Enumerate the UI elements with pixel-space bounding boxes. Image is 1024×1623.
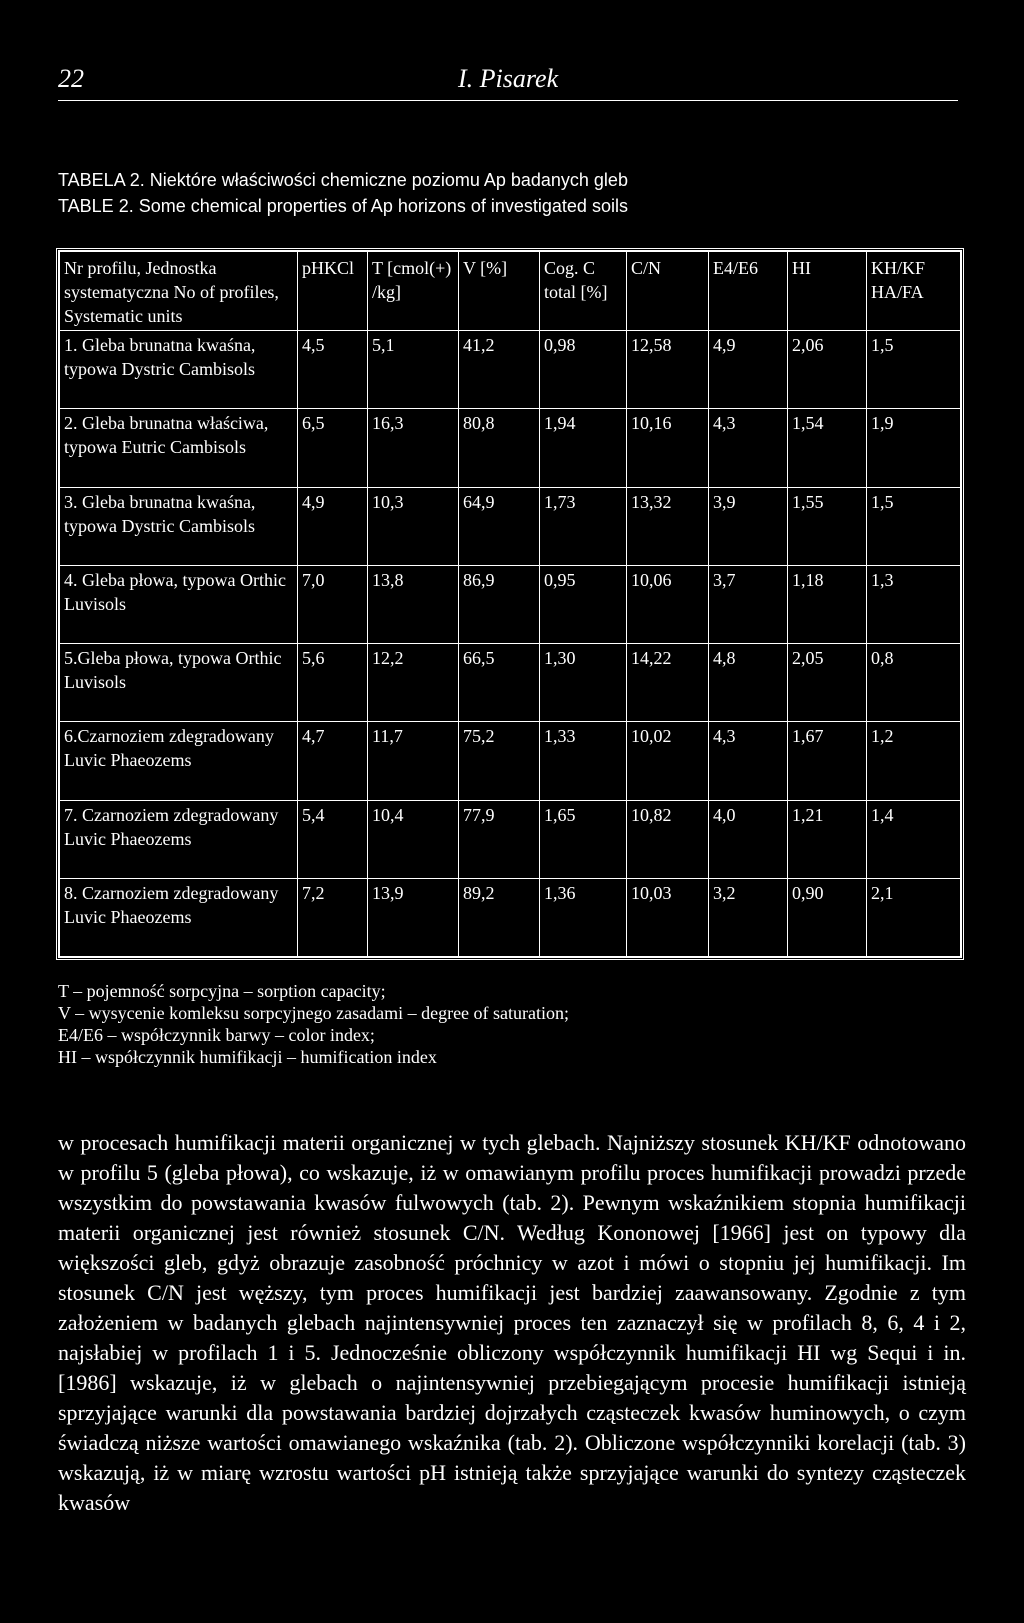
cell-e4e6: 3,2 [709,878,788,956]
cell-cn: 10,16 [627,409,709,487]
cell-ph: 6,5 [298,409,368,487]
cell-t: 10,4 [368,800,459,878]
cell-cn: 14,22 [627,644,709,722]
cell-khkf: 0,8 [867,644,961,722]
cell-soil-unit: 3. Gleba brunatna kwaśna, typowa Dystric Cambisols [60,487,298,565]
cell-c: 1,36 [540,878,627,956]
cell-hi: 2,06 [788,331,867,409]
column-header: pHKCl [298,252,368,331]
cell-v: 77,9 [459,800,540,878]
table-header-row [60,252,961,331]
cell-khkf: 1,2 [867,722,961,800]
cell-khkf: 1,5 [867,487,961,565]
table-row [60,331,961,409]
table-notes [58,980,569,1068]
cell-v: 86,9 [459,565,540,643]
page-number: 22 [58,64,84,93]
table-body [60,331,961,957]
cell-v: 80,8 [459,409,540,487]
cell-ph: 4,7 [298,722,368,800]
table-row [60,644,961,722]
column-header: HI [788,252,867,331]
cell-e4e6: 4,9 [709,331,788,409]
cell-c: 1,73 [540,487,627,565]
column-header: Nr profilu, Jednostka systematyczna No of profiles, Systematic units [60,252,298,331]
cell-hi: 1,67 [788,722,867,800]
cell-soil-unit: 8. Czarnoziem zdegradowany Luvic Phaeozems [60,878,298,956]
table-caption-polish: TABELA 2. Niektóre właściwości chemiczne poziomu Ap badanych gleb [58,170,628,190]
body-text [58,1128,966,1518]
column-header: KH/KF HA/FA [867,252,961,331]
note-hi: HI – współczynnik humifikacji – humification index [58,1047,437,1067]
cell-t: 13,8 [368,565,459,643]
cell-ph: 4,9 [298,487,368,565]
cell-v: 66,5 [459,644,540,722]
cell-khkf: 1,9 [867,409,961,487]
cell-hi: 1,54 [788,409,867,487]
cell-v: 41,2 [459,331,540,409]
cell-c: 0,95 [540,565,627,643]
cell-cn: 10,03 [627,878,709,956]
cell-cn: 12,58 [627,331,709,409]
cell-cn: 10,82 [627,800,709,878]
cell-hi: 1,18 [788,565,867,643]
cell-ph: 7,0 [298,565,368,643]
cell-e4e6: 4,8 [709,644,788,722]
column-header: V [%] [459,252,540,331]
column-header: C/N [627,252,709,331]
cell-hi: 1,55 [788,487,867,565]
cell-e4e6: 4,3 [709,409,788,487]
body-paragraph: w procesach humifikacji materii organicznej w tych glebach. Najniższy stosunek KH/KF odnotowano w profilu 5 (gleba płowa), co wskazuje, iż w omawianym profilu proces humifikacji prowadzi przede wszystkim do powstawania kwasów fulwowych (tab. 2). Pewnym wskaźnikiem stopnia humifikacji materii organicznej jest również stosunek C/N. Według Kononowej [1966] jest on typowy dla większości gleb, gdyż obrazuje zasobność próchnicy w azot i mówi o stopniu jej humifikacji. Im stosunek C/N jest węższy, tym proces humifikacji jest bardziej zaawansowany. Zgodnie z tym założeniem w badanych glebach najintensywniej proces ten zaznaczył się w profilach 8, 6, 4 i 2, najsłabiej w profilach 1 i 5. Jednocześnie obliczony współczynnik humifikacji HI wg Sequi i in. [1986] wskazuje, iż w glebach o najintensywniej przebiegającym procesie humifikacji istnieją sprzyjające warunki dla powstawania bardziej dojrzałych cząsteczek kwasów huminowych, o czym świadczą niższe wartości omawianego wskaźnika (tab. 2). Obliczone współczynniki korelacji (tab. 3) wskazują, iż w miarę wzrostu wartości pH istnieją także sprzyjające warunki do syntezy cząsteczek kwasów [58,1130,966,1515]
cell-cn: 10,02 [627,722,709,800]
table-row [60,878,961,956]
cell-c: 1,94 [540,409,627,487]
cell-hi: 1,21 [788,800,867,878]
cell-ph: 4,5 [298,331,368,409]
cell-t: 10,3 [368,487,459,565]
cell-soil-unit: 2. Gleba brunatna właściwa, typowa Eutric Cambisols [60,409,298,487]
table-row [60,565,961,643]
cell-hi: 2,05 [788,644,867,722]
column-header: Cog. C total [%] [540,252,627,331]
cell-soil-unit: 6.Czarnoziem zdegradowany Luvic Phaeozems [60,722,298,800]
cell-soil-unit: 5.Gleba płowa, typowa Orthic Luvisols [60,644,298,722]
cell-e4e6: 4,3 [709,722,788,800]
cell-e4e6: 3,7 [709,565,788,643]
table-caption-english: TABLE 2. Some chemical properties of Ap horizons of investigated soils [58,196,628,216]
cell-v: 64,9 [459,487,540,565]
cell-khkf: 2,1 [867,878,961,956]
cell-c: 1,65 [540,800,627,878]
cell-ph: 5,4 [298,800,368,878]
table-row [60,409,961,487]
cell-cn: 10,06 [627,565,709,643]
cell-e4e6: 4,0 [709,800,788,878]
cell-t: 11,7 [368,722,459,800]
cell-v: 89,2 [459,878,540,956]
cell-ph: 5,6 [298,644,368,722]
table-row [60,800,961,878]
note-e4e6: E4/E6 – współczynnik barwy – color index; [58,1025,375,1045]
soil-properties-table [56,248,964,960]
running-author: I. Pisarek [458,64,559,93]
note-v: V – wysycenie komleksu sorpcyjnego zasadami – degree of saturation; [58,1003,570,1023]
table-row [60,722,961,800]
cell-c: 0,98 [540,331,627,409]
cell-t: 12,2 [368,644,459,722]
cell-t: 16,3 [368,409,459,487]
cell-hi: 0,90 [788,878,867,956]
cell-khkf: 1,5 [867,331,961,409]
cell-soil-unit: 4. Gleba płowa, typowa Orthic Luvisols [60,565,298,643]
cell-c: 1,33 [540,722,627,800]
cell-v: 75,2 [459,722,540,800]
cell-ph: 7,2 [298,878,368,956]
cell-e4e6: 3,9 [709,487,788,565]
cell-t: 13,9 [368,878,459,956]
note-t: T – pojemność sorpcyjna – sorption capacity; [58,981,386,1001]
column-header: T [cmol(+) /kg] [368,252,459,331]
cell-khkf: 1,4 [867,800,961,878]
cell-soil-unit: 7. Czarnoziem zdegradowany Luvic Phaeozems [60,800,298,878]
cell-khkf: 1,3 [867,565,961,643]
cell-soil-unit: 1. Gleba brunatna kwaśna, typowa Dystric Cambisols [60,331,298,409]
cell-cn: 13,32 [627,487,709,565]
column-header: E4/E6 [709,252,788,331]
page-header [58,64,958,101]
table-row [60,487,961,565]
cell-c: 1,30 [540,644,627,722]
cell-t: 5,1 [368,331,459,409]
